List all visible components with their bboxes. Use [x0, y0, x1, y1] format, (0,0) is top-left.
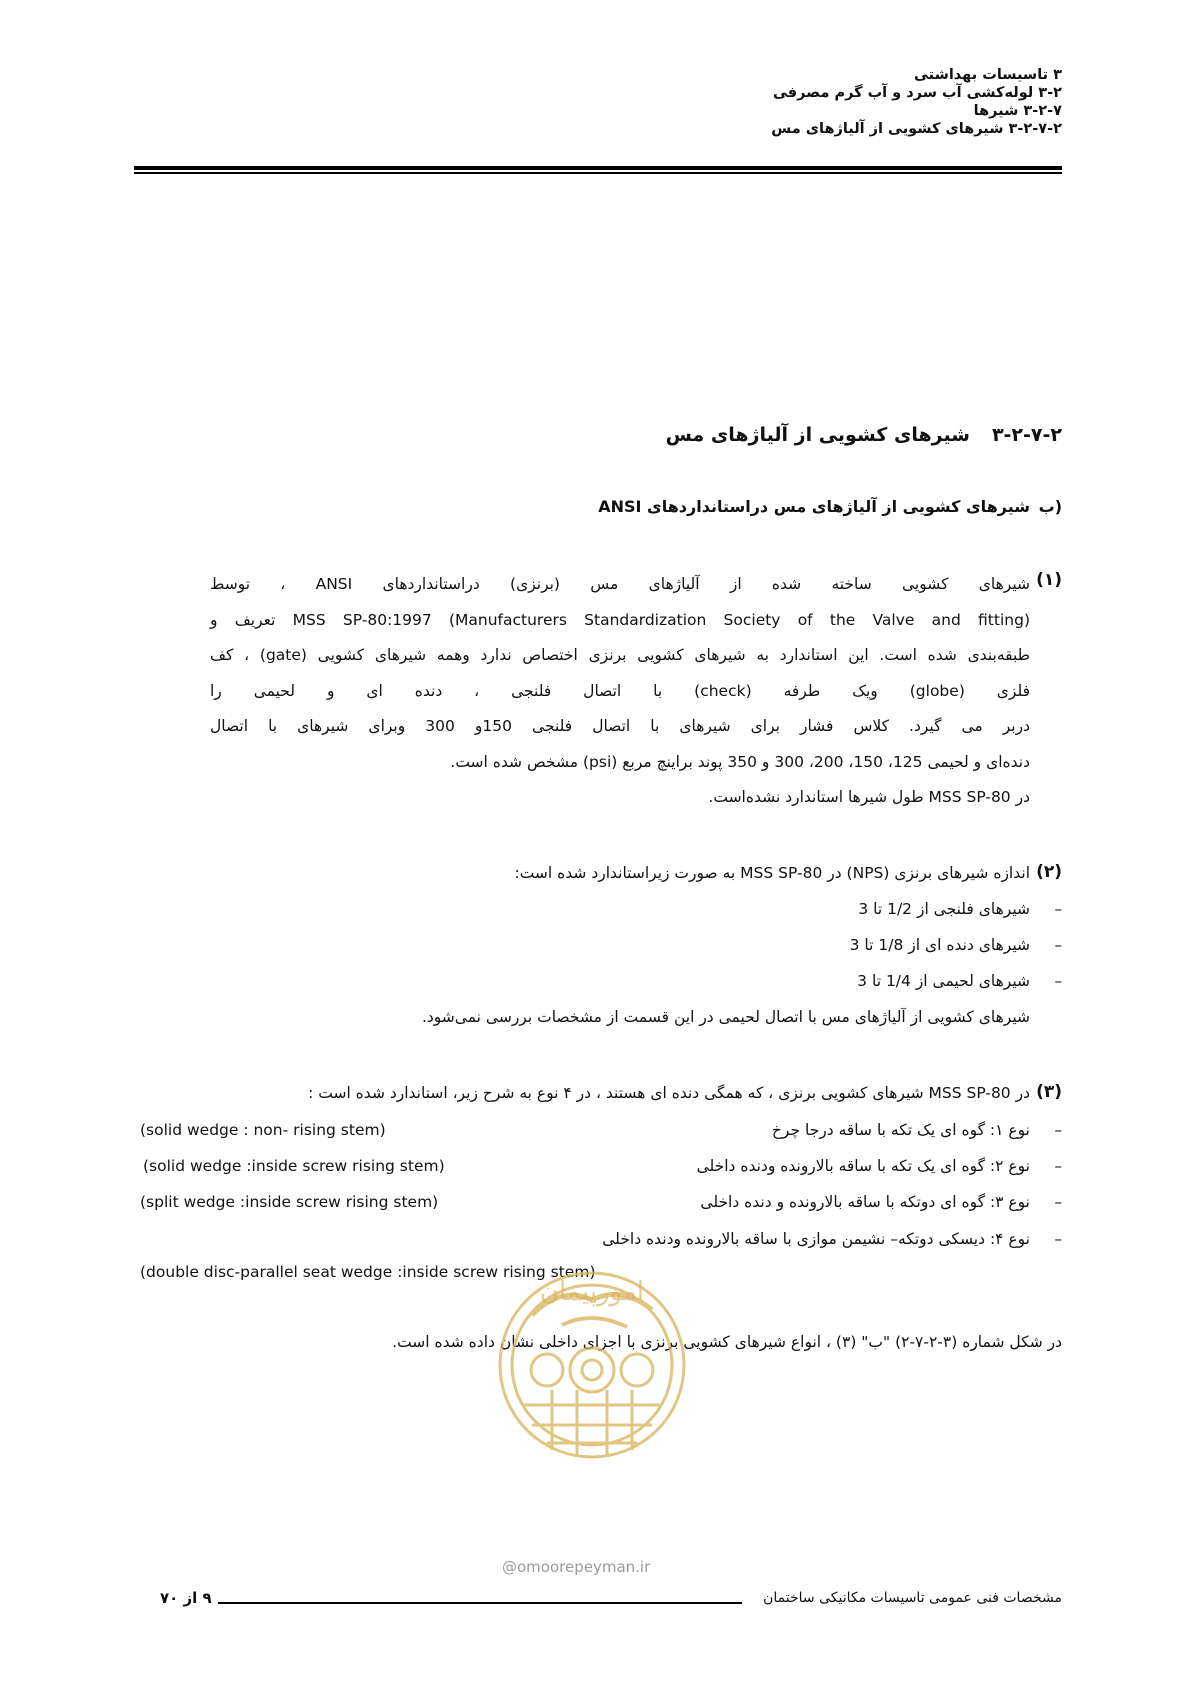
page-header [362, 66, 1062, 138]
list-dash: – [1054, 972, 1062, 990]
para1-line: دنده‌ای و لحیمی 125، 150، 200، 300 و 350 پوند براینچ مربع (psi) مشخص شده است. [450, 752, 1030, 771]
list-dash: – [1054, 1230, 1062, 1248]
para3-type-en: (split wedge :inside screw rising stem) [140, 1193, 439, 1211]
header-subsection: ۳-۲-۷ شیرها [973, 103, 1062, 119]
section-number: ۳-۲-۷-۲ [991, 424, 1062, 446]
list-dash: – [1054, 1121, 1062, 1139]
list-dash: – [1054, 1157, 1062, 1175]
para3-number: (۳) [1036, 1082, 1062, 1102]
para2-number: (۲) [1036, 862, 1062, 882]
para1-line: فلزی (globe) ویک طرفه (check) با اتصال فلنجی ، دنده ای و لحیمی را [210, 681, 1031, 700]
subsection-label: ب) [1038, 497, 1062, 516]
watermark-logo [492, 1255, 692, 1475]
para2-intro: اندازه شیرهای برنزی (NPS) در MSS SP-80 به صورت زیراستاندارد شده است: [514, 864, 1030, 882]
para3-type-en: (solid wedge :inside screw rising stem) [143, 1157, 445, 1175]
section-heading [666, 424, 1062, 446]
para2-item: شیرهای دنده ای از 1/8 تا 3 [849, 936, 1030, 954]
para1-number: (۱) [1036, 570, 1062, 590]
list-dash: – [1054, 1193, 1062, 1211]
para3-type-fa: نوع ۱: گوه ای یک تکه با ساقه درجا چرخ [771, 1121, 1030, 1139]
para2-item: شیرهای لحیمی از 1/4 تا 3 [857, 972, 1030, 990]
watermark-text: امورپیمان [539, 1277, 645, 1307]
header-section: ۳-۲ لوله‌کشی آب سرد و آب گرم مصرفی [772, 85, 1062, 101]
header-rule-thin [134, 172, 1062, 174]
list-dash: – [1054, 900, 1062, 918]
figure-reference: در شکل شماره (۳-۲-۷-۲) "ب" (۳) ، انواع شیرهای کشویی برنزی با اجزای داخلی نشان داده شده است. [392, 1333, 1062, 1351]
para2-item: شیرهای فلنجی از 1/2 تا 3 [858, 900, 1030, 918]
header-rule-thick [134, 166, 1062, 170]
para3-type-fa: نوع ۲: گوه ای یک تکه با ساقه بالارونده ودنده داخلی [696, 1157, 1030, 1175]
para3-type-fa: نوع ۴: دیسکی دوتکه– نشیمن موازی با ساقه بالارونده ودنده داخلی [602, 1230, 1030, 1248]
para1-line: شیرهای کشویی ساخته شده از آلیاژهای مس (برنزی) دراستانداردهای ANSI ، توسط [210, 575, 1030, 593]
subsection-title: شیرهای کشویی از آلیاژهای مس دراستانداردهای ANSI [598, 497, 1030, 516]
footer-title: مشخصات فنی عمومی تاسیسات مکانیکی ساختمان [763, 1590, 1062, 1606]
globe-icon: @ [502, 1558, 517, 1576]
para1-line: دربر می گیرد. کلاس فشار برای شیرهای با اتصال فلنجی 150و 300 وبرای شیرهای با اتصال [210, 717, 1031, 735]
para1-body [210, 567, 1030, 816]
para2-note: شیرهای کشویی از آلیاژهای مس با اتصال لحیمی در این قسمت از مشخصات بررسی نمی‌شود. [421, 1008, 1030, 1026]
para3-type-en: (solid wedge : non- rising stem) [140, 1121, 386, 1139]
watermark-url: @omoorepeyman.ir [502, 1558, 651, 1576]
page-number: ۹ از ۷۰ [160, 1589, 212, 1607]
para1-line: (Manufacturers Standardization Society of the Valve and fitting) MSS SP-80:1997 تعریف و [210, 610, 1030, 629]
header-topic: ۳-۲-۷-۲ شیرهای کشویی از آلیاژهای مس [771, 121, 1062, 137]
para1-line: طبقه‌بندی شده است. این استاندارد به شیرهای کشویی برنزی اختصاص ندارد وهمه شیرهای کشویی (gate) ، کف [210, 646, 1031, 664]
para3-intro: در MSS SP-80 شیرهای کشویی برنزی ، که همگی دنده ای هستند ، در ۴ نوع به شرح زیر، استاندارد شده است : [308, 1084, 1030, 1102]
section-title: شیرهای کشویی از آلیاژهای مس [665, 424, 970, 446]
header-chapter: ۳ تاسیسات بهداشتی [913, 67, 1062, 83]
para1-line: در MSS SP-80 طول شیرها استاندارد نشده‌است. [708, 788, 1030, 806]
list-dash: – [1054, 936, 1062, 954]
para3-type-fa: نوع ۳: گوه ای دوتکه با ساقه بالارونده و دنده داخلی [700, 1193, 1030, 1211]
footer-rule [218, 1602, 742, 1604]
para3-type-en: (double disc-parallel seat wedge :inside screw rising stem) [140, 1263, 596, 1281]
